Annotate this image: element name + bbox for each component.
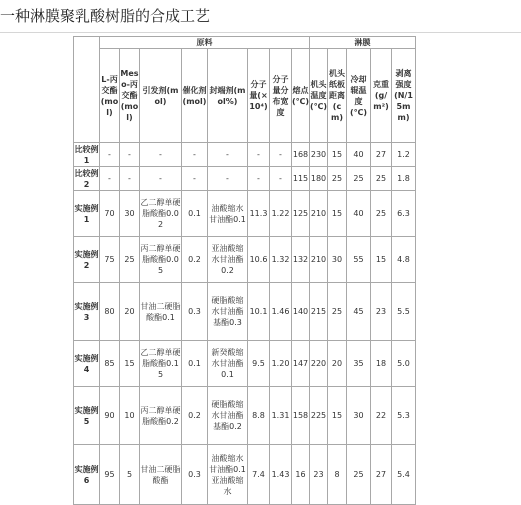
- col-header-peel-strength: 剥离强度(N/15mm): [392, 49, 416, 143]
- column-header-row: [74, 49, 416, 143]
- table-cell: -: [270, 167, 292, 191]
- table-cell: 甘油二硬脂酸酯0.1: [140, 283, 182, 341]
- row-label: 比较例1: [74, 144, 99, 165]
- table-cell: 45: [347, 283, 371, 341]
- row-label: 实施例6: [74, 445, 100, 505]
- table-cell: 25: [328, 167, 347, 191]
- table-cell: -: [182, 143, 208, 167]
- table-cell: 0.2: [182, 387, 208, 445]
- table-cell: 210: [310, 191, 328, 237]
- table-cell: 220: [310, 341, 328, 387]
- row-label: 实施例2: [74, 237, 100, 283]
- table-cell: 95: [100, 445, 120, 505]
- table-cell: 9.5: [248, 341, 270, 387]
- table-cell: 30: [347, 387, 371, 445]
- row-label: 实施例1: [74, 191, 100, 237]
- table-cell: 1.43: [270, 445, 292, 505]
- header-corner: [74, 37, 100, 143]
- table-cell: 15: [120, 341, 140, 387]
- group-header-raw-materials: 原料: [100, 37, 310, 49]
- table-cell: 11.3: [248, 191, 270, 237]
- table-row: [74, 191, 416, 237]
- table-cell: 1.20: [270, 341, 292, 387]
- table-cell: 23: [310, 445, 328, 505]
- table-cell: 75: [100, 237, 120, 283]
- table-cell: 15: [328, 191, 347, 237]
- table-cell: 乙二醇单硬脂酸酯0.02: [140, 191, 182, 237]
- table-cell: 10: [120, 387, 140, 445]
- table-cell: 115: [292, 167, 310, 191]
- table-cell: 85: [100, 341, 120, 387]
- table-cell: 215: [310, 283, 328, 341]
- table-row: [74, 445, 416, 505]
- table-cell: 27: [371, 445, 392, 505]
- col-header-l-lactide: L-丙交酯(mol): [100, 49, 120, 143]
- table-cell: 甘油二硬脂酸酯: [140, 445, 182, 505]
- table-cell: 23: [371, 283, 392, 341]
- table-cell: -: [140, 167, 182, 191]
- col-header-grammage: 克重(g/m²): [371, 49, 392, 143]
- table-cell: 25: [328, 283, 347, 341]
- col-header-melting-point: 熔点(℃): [292, 49, 310, 143]
- table-cell: -: [100, 143, 120, 167]
- table-cell: 90: [100, 387, 120, 445]
- table-cell: 230: [310, 143, 328, 167]
- col-header-chill-roll-temp: 冷却辊温度(℃): [347, 49, 371, 143]
- table-cell: -: [182, 167, 208, 191]
- table-cell: 25: [371, 167, 392, 191]
- table-cell: 180: [310, 167, 328, 191]
- table-cell: 158: [292, 387, 310, 445]
- table-cell: 丙二醇单硬脂酸酯0.2: [140, 387, 182, 445]
- table-cell: 0.1: [182, 191, 208, 237]
- table-cell: 1.22: [270, 191, 292, 237]
- table-cell: 5.0: [392, 341, 416, 387]
- row-label: 实施例5: [74, 387, 100, 445]
- table-cell: 5.5: [392, 283, 416, 341]
- table-cell: 210: [310, 237, 328, 283]
- table-cell: 16: [292, 445, 310, 505]
- table-cell: 0.1: [182, 341, 208, 387]
- table-cell: 亚油酸缩水甘油酯0.2: [208, 237, 248, 283]
- table-cell: 25: [120, 237, 140, 283]
- table-row: [74, 387, 416, 445]
- table-cell: 20: [120, 283, 140, 341]
- table-cell: -: [248, 143, 270, 167]
- row-label: 实施例3: [74, 283, 100, 341]
- table-cell: 20: [328, 341, 347, 387]
- table-cell: 140: [292, 283, 310, 341]
- table-cell: 25: [347, 445, 371, 505]
- table-cell: 新癸酸缩水甘油酯0.1: [208, 341, 248, 387]
- table-row: [74, 237, 416, 283]
- table-cell: 1.31: [270, 387, 292, 445]
- table-cell: 132: [292, 237, 310, 283]
- col-header-mw-distribution: 分子量分布宽度: [270, 49, 292, 143]
- table-cell: 8.8: [248, 387, 270, 445]
- table-cell: 6.3: [392, 191, 416, 237]
- table-cell: 225: [310, 387, 328, 445]
- table-cell: -: [140, 143, 182, 167]
- col-header-catalyst: 催化剂(mol): [182, 49, 208, 143]
- table-cell: 1.32: [270, 237, 292, 283]
- table-cell: 10.6: [248, 237, 270, 283]
- document-title: 一种淋膜聚乳酸树脂的合成工艺: [0, 7, 211, 25]
- col-header-initiator: 引发剂(mol): [140, 49, 182, 143]
- table-cell: 25: [347, 167, 371, 191]
- table-cell: 27: [371, 143, 392, 167]
- table-cell: -: [120, 167, 140, 191]
- table-row: [74, 167, 416, 191]
- table-cell: 0.3: [182, 283, 208, 341]
- table-cell: 1.2: [392, 143, 416, 167]
- table-cell: 35: [347, 341, 371, 387]
- table-row: [74, 283, 416, 341]
- col-header-molecular-weight: 分子量(×10⁴): [248, 49, 270, 143]
- table-cell: 1.46: [270, 283, 292, 341]
- table-cell: 乙二醇单硬脂酸酯0.15: [140, 341, 182, 387]
- table-cell: -: [208, 143, 248, 167]
- table-cell: 10.1: [248, 283, 270, 341]
- table-cell: 5.4: [392, 445, 416, 505]
- table-cell: 硬脂酸缩水甘油酯基酯0.3: [208, 283, 248, 341]
- table-cell: 7.4: [248, 445, 270, 505]
- col-header-die-temperature: 机头温度(℃): [310, 49, 328, 143]
- data-table-container: [73, 36, 416, 505]
- table-cell: 18: [371, 341, 392, 387]
- col-header-die-distance: 机头纸板距离(cm): [328, 49, 347, 143]
- table-cell: 8: [328, 445, 347, 505]
- table-cell: 油酸缩水甘油酯0.1亚油酸缩水: [208, 445, 248, 505]
- table-cell: 15: [371, 237, 392, 283]
- group-header-film: 淋膜: [310, 37, 416, 49]
- table-cell: 40: [347, 191, 371, 237]
- table-cell: 80: [100, 283, 120, 341]
- table-cell: -: [120, 143, 140, 167]
- table-cell: 15: [328, 143, 347, 167]
- table-cell: 147: [292, 341, 310, 387]
- table-cell: 5: [120, 445, 140, 505]
- table-cell: 0.2: [182, 237, 208, 283]
- table-cell: 油酸缩水甘油酯0.1: [208, 191, 248, 237]
- col-header-end-capper: 封端剂(mol%): [208, 49, 248, 143]
- col-header-meso-lactide: Meso-丙交酯(mol): [120, 49, 140, 143]
- row-label: 比较例2: [74, 168, 99, 189]
- table-row: [74, 143, 416, 167]
- table-cell: -: [100, 167, 120, 191]
- table-cell: 4.8: [392, 237, 416, 283]
- table-cell: 22: [371, 387, 392, 445]
- row-label: 实施例4: [74, 341, 100, 387]
- table-cell: -: [248, 167, 270, 191]
- table-cell: 55: [347, 237, 371, 283]
- table-cell: 硬脂酸缩水甘油酯基酯0.2: [208, 387, 248, 445]
- table-cell: 40: [347, 143, 371, 167]
- table-cell: 30: [328, 237, 347, 283]
- table-cell: 丙二醇单硬脂酸酯0.05: [140, 237, 182, 283]
- table-row: [74, 341, 416, 387]
- table-cell: 70: [100, 191, 120, 237]
- table-cell: -: [208, 167, 248, 191]
- table-cell: 30: [120, 191, 140, 237]
- title-divider: [0, 32, 521, 33]
- table-cell: 25: [371, 191, 392, 237]
- table-cell: 5.3: [392, 387, 416, 445]
- table-cell: 15: [328, 387, 347, 445]
- table-cell: 125: [292, 191, 310, 237]
- table-cell: 168: [292, 143, 310, 167]
- table-cell: 1.8: [392, 167, 416, 191]
- table-cell: 0.3: [182, 445, 208, 505]
- table-cell: -: [270, 143, 292, 167]
- data-table: [73, 36, 416, 505]
